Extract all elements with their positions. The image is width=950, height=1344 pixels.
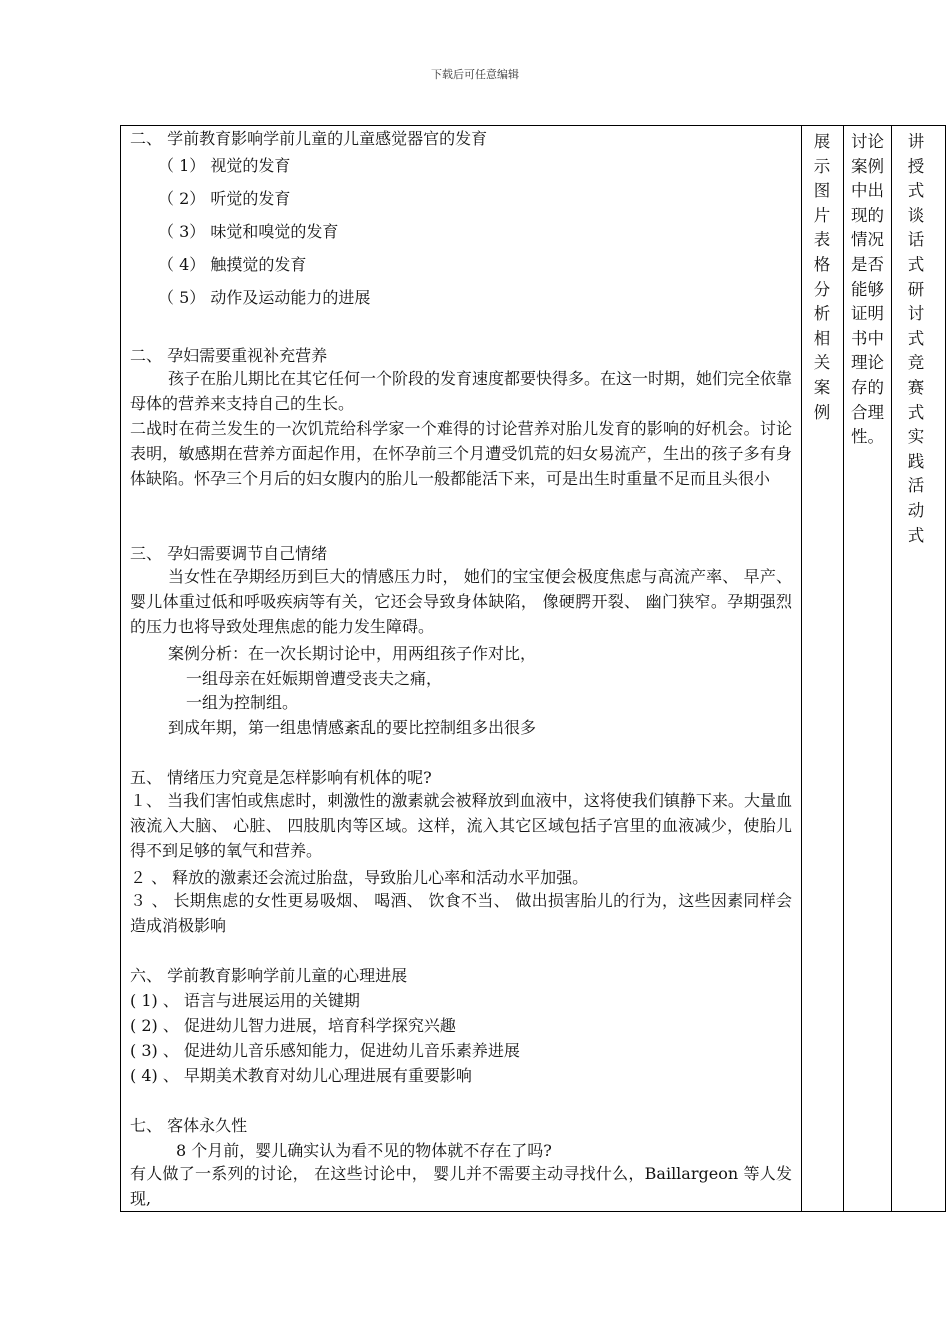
paragraph: 当女性在孕期经历到巨大的情感压力时， 她们的宝宝便会极度焦虑与高流产率、 早产、 婴儿体重过低和呼吸疾病等有关，它还会导致身体缺陷， 像硬腭开裂、 幽门狭窄。孕期强烈的压力也将导致处理焦虑的能力发生障碍。 bbox=[130, 567, 792, 636]
list-item: ( 3) 、 促进幼儿音乐感知能力，促进幼儿音乐素养进展 bbox=[130, 1041, 520, 1060]
column-divider bbox=[843, 126, 844, 1211]
paragraph: 有人做了一系列的讨论， 在这些讨论中， 婴儿并不需要主动寻找什么，Baillargeon 等人发现, bbox=[130, 1164, 792, 1208]
paragraph: １、 当我们害怕或焦虑时，刺激性的激素就会被释放到血液中，这将使我们镇静下来。大量血液流入大脑、 心脏、 四肢肌肉等区域。这样，流入其它区域包括子宫里的血液减少，使胎儿得不到足够的氧气和营养。 bbox=[130, 791, 792, 860]
method-column-teaching: 讲授式谈话式研讨式竞赛式实践活动式 bbox=[907, 132, 925, 545]
list-item: （ 3） 味觉和嗅觉的发育 bbox=[158, 222, 339, 241]
paragraph: ２ 、 释放的激素还会流过胎盘，导致胎儿心率和活动水平加强。 bbox=[130, 868, 589, 887]
paragraph: 孩子在胎儿期比在其它任何一个阶段的发育速度都要快得多。在这一时期，她们完全依靠母体的营养来支持自己的生长。 bbox=[130, 369, 793, 413]
paragraph: 二战时在荷兰发生的一次饥荒给科学家一个难得的讨论营养对胎儿发育的影响的好机会。讨论表明，敏感期在营养方面起作用，在怀孕前三个月遭受饥荒的妇女易流产，生出的孩子多有身体缺陷。怀孕三个月后的妇女腹内的胎儿一般都能活下来，可是出生时重量不足而且头很小 bbox=[130, 419, 792, 488]
list-item: ( 4) 、 早期美术教育对幼儿心理进展有重要影响 bbox=[130, 1066, 472, 1085]
list-item: （ 5） 动作及运动能力的进展 bbox=[158, 288, 371, 307]
paragraph: ３ 、 长期焦虑的女性更易吸烟、 喝酒、 饮食不当、 做出损害胎儿的行为，这些因素同样会造成消极影响 bbox=[130, 891, 792, 935]
page-header: 下载后可任意编辑 bbox=[431, 68, 519, 81]
case-analysis: 案例分析：在一次长期讨论中，用两组孩子作对比， bbox=[168, 644, 537, 663]
section-title: 二、 孕妇需要重视补充营养 bbox=[130, 346, 328, 365]
list-item: ( 2) 、 促进幼儿智力进展，培育科学探究兴趣 bbox=[130, 1016, 456, 1035]
case-group-a: 一组母亲在妊娠期曾遭受丧夫之痛， bbox=[186, 669, 443, 688]
section-title: 五、 情绪压力究竟是怎样影响有机体的呢? bbox=[130, 768, 432, 787]
list-item: ( 1) 、 语言与进展运用的关键期 bbox=[130, 991, 360, 1010]
column-divider bbox=[801, 126, 802, 1211]
column-divider bbox=[891, 126, 892, 1211]
method-column-discussion: 讨论案例中出现的情况是否能够证明书中理论存的合理性。 bbox=[851, 132, 884, 447]
paragraph: 8 个月前，婴儿确实认为看不见的物体就不存在了吗? bbox=[176, 1141, 552, 1160]
lesson-table bbox=[120, 125, 946, 1212]
method-column-media: 展示图片表格 分析相关案例 bbox=[813, 132, 831, 422]
section-title: 七、 客体永久性 bbox=[130, 1116, 248, 1135]
list-item: （ 1） 视觉的发育 bbox=[158, 156, 291, 175]
list-item: （ 2） 听觉的发育 bbox=[158, 189, 291, 208]
case-group-b: 一组为控制组。 bbox=[186, 693, 299, 712]
section-title: 二、 学前教育影响学前儿童的儿童感觉器官的发育 bbox=[130, 129, 488, 148]
section-title: 三、 孕妇需要调节自己情绪 bbox=[130, 544, 328, 563]
list-item: （ 4） 触摸觉的发育 bbox=[158, 255, 307, 274]
section-title: 六、 学前教育影响学前儿童的心理进展 bbox=[130, 966, 408, 985]
case-result: 到成年期，第一组患情感紊乱的要比控制组多出很多 bbox=[168, 718, 537, 737]
